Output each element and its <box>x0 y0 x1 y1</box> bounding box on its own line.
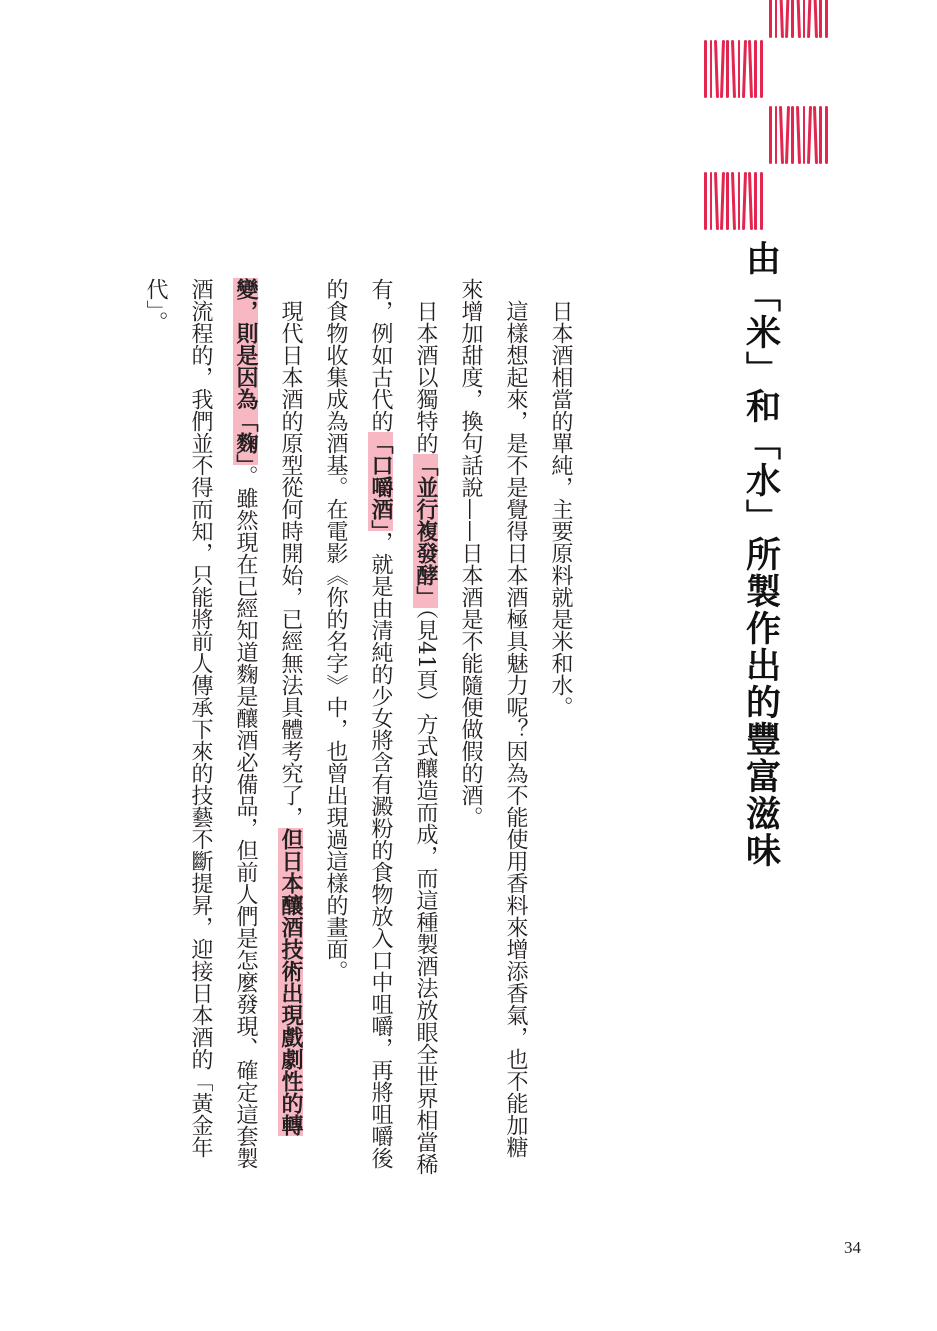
tally-decoration-2 <box>704 40 763 98</box>
tally-decoration-3 <box>769 106 828 164</box>
tally-stroke <box>742 172 747 230</box>
tally-stroke <box>748 172 753 230</box>
tally-stroke <box>742 40 747 98</box>
paragraph-4 <box>133 278 313 1178</box>
tally-decoration-1 <box>769 0 828 38</box>
text-segment: ，就是由清純的少女將含有澱粉的食物放入口中咀嚼，再將咀嚼後的食物收集成為酒基。在電影《你的名字》中，也曾出現過這樣的畫面。 <box>323 278 393 1169</box>
tally-stroke <box>738 172 741 230</box>
text-segment: 。雖然現在已經知道麴是釀酒必備品，但前人們是怎麼發現、確定這套製酒流程的，我們並不得而知，只能將前人傳承下來的技藝不斷提昇，迎接日本酒的「黃金年代」。 <box>143 278 258 1169</box>
tally-stroke <box>803 0 806 38</box>
tally-stroke <box>779 0 784 38</box>
text-segment: 日本酒以獨特的 <box>413 300 438 454</box>
paragraph-3 <box>313 278 448 1178</box>
tally-stroke <box>803 106 806 164</box>
tally-stroke <box>726 172 729 230</box>
highlighted-term: 「口嚼酒」 <box>368 432 393 531</box>
tally-stroke <box>775 106 778 164</box>
tally-stroke <box>807 0 812 38</box>
tally-stroke <box>760 40 763 98</box>
text-segment: 現代日本酒的原型從何時開始，已經無法具體考究了， <box>278 300 303 828</box>
tally-stroke <box>796 0 801 38</box>
tally-stroke <box>710 172 713 230</box>
tally-stroke <box>779 106 784 164</box>
tally-stroke <box>807 106 812 164</box>
paragraph-1 <box>538 278 583 1178</box>
paragraph-2 <box>448 278 538 1178</box>
tally-stroke <box>720 40 725 98</box>
text-segment: 日本酒相當的單純，主要原料就是米和水。 <box>548 300 573 718</box>
tally-stroke <box>791 0 794 38</box>
tally-stroke <box>738 40 741 98</box>
tally-stroke <box>825 0 828 38</box>
tally-stroke <box>760 172 763 230</box>
tally-stroke <box>791 106 794 164</box>
text-segment: 這樣想起來，是不是覺得日本酒極具魅力呢？因為不能使用香料來增添香氣，也不能加糖來增加甜度，換句話說——日本酒是不能隨便做假的酒。 <box>458 278 528 1158</box>
tally-decoration-4 <box>704 172 763 230</box>
body-text <box>118 278 583 1178</box>
text-segment: （見41頁）方式釀造而成，而這種製酒法放眼全世界相當稀有，例如古代的 <box>368 278 438 1175</box>
highlighted-sentence: 但日本釀酒技術出現戲劇性的轉變，則是因為「麴」 <box>233 278 303 1136</box>
tally-stroke <box>785 106 790 164</box>
tally-stroke <box>769 0 772 38</box>
tally-stroke <box>714 40 719 98</box>
tally-stroke <box>813 0 818 38</box>
tally-stroke <box>731 40 736 98</box>
tally-stroke <box>796 106 801 164</box>
tally-stroke <box>813 106 818 164</box>
tally-stroke <box>754 172 757 230</box>
tally-stroke <box>720 172 725 230</box>
highlighted-term: 「並行複發酵」 <box>413 454 438 608</box>
tally-stroke <box>819 0 822 38</box>
tally-stroke <box>714 172 719 230</box>
tally-stroke <box>710 40 713 98</box>
tally-stroke <box>785 0 790 38</box>
tally-stroke <box>754 40 757 98</box>
tally-stroke <box>769 106 772 164</box>
tally-stroke <box>819 106 822 164</box>
tally-stroke <box>825 106 828 164</box>
tally-stroke <box>775 0 778 38</box>
tally-stroke <box>704 172 707 230</box>
tally-stroke <box>704 40 707 98</box>
page-number: 34 <box>844 1238 861 1257</box>
tally-stroke <box>731 172 736 230</box>
tally-stroke <box>748 40 753 98</box>
tally-stroke <box>726 40 729 98</box>
page-title: 由「米」和「水」所製作出的豐富滋味 <box>740 240 781 869</box>
